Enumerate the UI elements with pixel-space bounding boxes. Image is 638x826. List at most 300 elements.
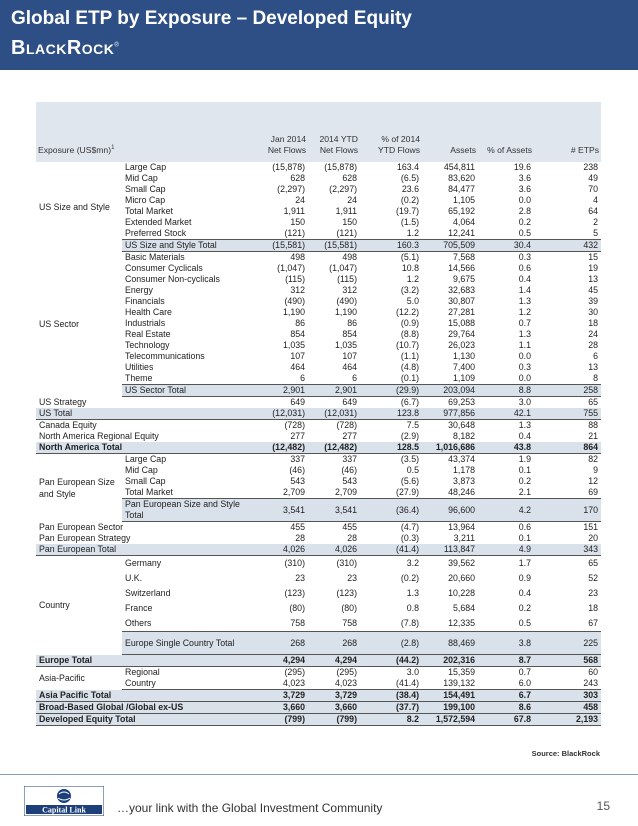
value-cell: 303 [534,690,601,702]
value-cell: 2,709 [335,487,358,497]
value-cell: 23 [295,573,306,583]
value-cell: (80) [289,603,306,613]
value-cell: 203,094 [422,385,478,397]
value-cell: 8.8 [478,385,534,397]
page-title: Global ETP by Exposure – Developed Equity [11,8,412,29]
value-cell: 28 [347,533,358,543]
row-label: Industrials [125,318,166,328]
value-cell: 543 [342,476,358,486]
value-cell: 3.2 [406,558,420,568]
value-cell: (728) [336,420,358,430]
value-cell: 15,088 [448,318,476,328]
value-cell: 9 [593,465,599,475]
value-cell: 6.0 [478,678,534,690]
value-cell: 65 [588,397,599,407]
exposure-table [36,102,601,726]
value-cell: 0.1 [518,465,532,475]
globe-icon [24,786,104,816]
value-cell: 4,064 [453,217,476,227]
value-cell: (310) [336,558,358,568]
value-cell: 139,132 [422,678,478,690]
table-row [36,420,601,432]
value-cell: 649 [290,397,306,407]
row-label: Financials [125,296,165,306]
value-cell: 1,035 [283,340,306,350]
value-cell: (80) [341,603,358,613]
row-label: Others [125,618,152,628]
row-label: Small Cap [125,184,166,194]
value-cell: 243 [534,678,601,690]
value-cell: 1.4 [518,285,532,295]
row-label: Pan European Total [36,544,256,556]
value-cell: 758 [290,618,306,628]
value-cell: 1.3 [406,588,420,598]
value-cell: (41.4) [360,678,422,690]
value-cell: 7,400 [453,362,476,372]
value-cell: 2,901 [308,385,360,397]
value-cell: 30,807 [448,296,476,306]
value-cell: 88 [588,420,599,430]
value-cell: 14,566 [448,263,476,273]
table-row [36,408,601,420]
value-cell: 19.6 [513,162,532,172]
row-label: Large Cap [125,454,167,464]
value-cell: (12,031) [256,408,308,420]
value-cell: 458 [534,702,601,714]
value-cell: 0.8 [406,603,420,613]
value-cell: 5 [593,228,599,238]
value-cell: 1.3 [518,420,532,430]
value-cell: 3.6 [518,173,532,183]
value-cell: 4,023 [308,678,360,690]
value-cell: 67 [588,618,599,628]
value-cell: 48,246 [448,487,476,497]
value-cell: (123) [336,588,358,598]
value-cell: 12 [588,476,599,486]
value-cell: 52 [588,573,599,583]
value-cell: (12.2) [396,307,420,317]
row-label: Basic Materials [125,252,185,262]
value-cell: 4,023 [256,678,308,690]
value-cell: (5.6) [400,476,420,486]
value-cell: 45 [588,285,599,295]
value-cell: (123) [284,588,306,598]
value-cell: 43,374 [448,454,476,464]
value-cell: 60 [588,667,599,677]
row-label: Mid Cap [125,465,158,475]
value-cell: 86 [295,318,306,328]
value-cell: 32,683 [448,285,476,295]
source-note: Source: BlackRock [531,749,600,758]
value-cell: (0.2) [400,195,420,205]
value-cell: (295) [284,667,306,677]
table-row [36,431,601,442]
value-cell: 24 [295,195,306,205]
value-cell: 10.8 [401,263,420,273]
row-label: Theme [125,373,153,383]
value-cell: (0.9) [400,318,420,328]
value-cell: 39,562 [448,558,476,568]
row-label: Total Market [125,206,173,216]
footer-divider [0,774,638,775]
value-cell: 19 [588,263,599,273]
value-cell: (1.5) [400,217,420,227]
value-cell: (2,297) [329,184,358,194]
value-cell: 151 [583,522,599,532]
value-cell: 312 [342,285,358,295]
value-cell: 26,023 [448,340,476,350]
value-cell: 4,026 [308,544,360,556]
value-cell: 628 [342,173,358,183]
value-cell: 1,911 [335,206,358,216]
value-cell: 7,568 [453,252,476,262]
value-cell: 0.5 [518,618,532,628]
col-pct-assets: % of Assets [487,145,533,155]
value-cell: 7.5 [406,420,420,430]
value-cell: (44.2) [360,655,422,667]
page-number: 15 [596,799,610,813]
value-cell: 39 [588,296,599,306]
value-cell: 2 [593,217,599,227]
value-cell: 163.4 [397,162,420,172]
table-row [36,454,601,466]
value-cell: (8.8) [400,329,420,339]
value-cell: 464 [290,362,306,372]
table-row [36,252,601,264]
value-cell: 0.4 [518,431,532,441]
row-label: Energy [125,285,153,295]
value-cell: (2.9) [400,431,420,441]
table-row [36,714,601,726]
value-cell: 27,281 [448,307,476,317]
value-cell: 854 [290,329,306,339]
value-cell: 2,193 [534,714,601,726]
value-cell: 4.9 [478,544,534,556]
value-cell: 0.5 [518,228,532,238]
table-row [36,442,601,454]
value-cell: 1,572,594 [422,714,478,726]
value-cell: 69 [588,487,599,497]
group-label: Asia-Pacific [39,673,85,684]
value-cell: 3,729 [256,690,308,702]
value-cell: (115) [285,274,306,284]
value-cell: 1.3 [518,296,532,306]
value-cell: (38.4) [360,690,422,702]
value-cell: (799) [256,714,308,726]
value-cell: 0.4 [518,274,532,284]
value-cell: 6.7 [478,690,534,702]
table-row [36,655,601,667]
value-cell: 854 [342,329,358,339]
value-cell: (15,581) [256,240,308,252]
value-cell: 755 [534,408,601,420]
value-cell: (1,047) [277,263,306,273]
value-cell: 9,675 [453,274,476,284]
table-body [36,162,601,726]
value-cell: 4,294 [308,655,360,667]
value-cell: 3,660 [308,702,360,714]
value-cell: 628 [290,173,306,183]
row-label: Large Cap [125,162,167,172]
value-cell: 170 [534,499,601,522]
value-cell: 28 [295,533,306,543]
value-cell: 1.2 [406,228,420,238]
table-row [36,690,601,702]
row-label: Regional [125,667,160,677]
value-cell: 2.8 [518,206,532,216]
group-label: Pan European Size and Style [39,476,115,499]
value-cell: (3.2) [400,285,420,295]
value-cell: 225 [534,632,601,655]
value-cell: 42.1 [478,408,534,420]
value-cell: (19.7) [396,206,420,216]
value-cell: (2,297) [277,184,306,194]
row-label: Country [122,678,256,690]
value-cell: 1.7 [518,558,532,568]
row-label: Micro Cap [125,195,166,205]
value-cell: (29.9) [360,385,422,397]
value-cell: 3.8 [478,632,534,655]
value-cell: (490) [336,296,358,306]
value-cell: 5,684 [453,603,476,613]
value-cell: 18 [588,318,599,328]
value-cell: (0.1) [400,373,420,383]
group-label: US Size and Style [39,201,110,212]
value-cell: 1.3 [518,329,532,339]
table-row [36,556,601,572]
value-cell: 0.6 [518,263,532,273]
value-cell: (1.1) [400,351,420,361]
value-cell: 1.2 [406,274,420,284]
row-label: France [125,603,153,613]
footer-tagline: …your link with the Global Investment Community [117,801,383,815]
value-cell: 1,911 [283,206,306,216]
capital-link-logo [24,786,104,816]
subtotal-label: US Size and Style Total [122,240,256,252]
value-cell: 0.2 [518,217,532,227]
table-row [36,522,601,534]
value-cell: (2.8) [360,632,422,655]
value-cell: 3,541 [308,499,360,522]
value-cell: 1.9 [518,454,532,464]
value-cell: 8.7 [478,655,534,667]
value-cell: 23 [347,573,358,583]
row-label: Preferred Stock [125,228,187,238]
value-cell: 160.3 [360,240,422,252]
value-cell: (295) [336,667,358,677]
value-cell: 67.8 [478,714,534,726]
value-cell: (6.7) [400,397,420,407]
value-cell: 43.8 [478,442,534,454]
value-cell: 113,847 [422,544,478,556]
row-label: US Total [36,408,256,420]
value-cell: (46) [289,465,306,475]
value-cell: (15,581) [308,240,360,252]
table-row [36,397,601,409]
value-cell: (15,878) [272,162,306,172]
value-cell: 29,764 [448,329,476,339]
value-cell: 3.6 [518,184,532,194]
value-cell: 498 [290,252,306,262]
value-cell: 1.2 [518,307,532,317]
value-cell: 12,241 [448,228,476,238]
value-cell: 454,811 [443,162,476,172]
value-cell: 96,600 [422,499,478,522]
table-row [36,702,601,714]
value-cell: (1,047) [329,263,358,273]
col-assets: Assets [450,145,477,155]
value-cell: 83,620 [448,173,476,183]
value-cell: 649 [342,397,358,407]
value-cell: 82 [588,454,599,464]
value-cell: (0.3) [400,533,420,543]
value-cell: (12,482) [256,442,308,454]
value-cell: 23 [588,588,599,598]
value-cell: (36.4) [360,499,422,522]
value-cell: 1,190 [283,307,306,317]
value-cell: (3.5) [400,454,420,464]
value-cell: 1,035 [335,340,358,350]
header-bar [0,0,638,70]
value-cell: 432 [534,240,601,252]
row-label: Consumer Non-cyclicals [125,274,220,284]
value-cell: (310) [284,558,306,568]
value-cell: 1.1 [518,340,532,350]
value-cell: 20 [588,533,599,543]
value-cell: (15,878) [324,162,358,172]
row-label: Small Cap [125,476,166,486]
value-cell: 0.7 [518,318,532,328]
value-cell: 8.2 [360,714,422,726]
value-cell: 30 [588,307,599,317]
value-cell: 0.1 [518,533,532,543]
table-row [36,544,601,556]
value-cell: 3.0 [518,397,532,407]
value-cell: (6.5) [400,173,420,183]
group-label: US Sector [39,319,80,329]
row-label: Real Estate [125,329,171,339]
value-cell: (121) [336,228,358,238]
value-cell: 13,964 [448,522,476,532]
value-cell: 1,130 [453,351,476,361]
value-cell: 3.0 [406,667,420,677]
value-cell: 337 [290,454,306,464]
value-cell: 13 [588,362,599,372]
value-cell: 1,190 [335,307,358,317]
row-label: Total Market [125,487,173,497]
value-cell: 107 [342,351,358,361]
value-cell: 705,509 [422,240,478,252]
value-cell: 238 [583,162,599,172]
value-cell: 312 [290,285,306,295]
value-cell: 1,105 [453,195,476,205]
value-cell: 70 [588,184,599,194]
value-cell: (10.7) [396,340,420,350]
value-cell: 128.5 [360,442,422,454]
value-cell: 455 [342,522,358,532]
value-cell: 8.6 [478,702,534,714]
row-label: Health Care [125,307,172,317]
value-cell: 49 [588,173,599,183]
value-cell: 4,294 [256,655,308,667]
value-cell: 65,192 [448,206,476,216]
value-cell: 199,100 [422,702,478,714]
table-row [36,533,601,544]
value-cell: 543 [290,476,306,486]
value-cell: 30.4 [478,240,534,252]
value-cell: (490) [284,296,306,306]
value-cell: 568 [534,655,601,667]
value-cell: 3,873 [453,476,476,486]
value-cell: 0.2 [518,476,532,486]
value-cell: 4.2 [478,499,534,522]
value-cell: (4.7) [400,522,420,532]
value-cell: 343 [534,544,601,556]
value-cell: 1,109 [453,373,476,383]
subtotal-label: Pan European Size and Style Total [122,499,256,522]
value-cell: 202,316 [422,655,478,667]
value-cell: 258 [534,385,601,397]
value-cell: 21 [588,431,599,441]
value-cell: 8,182 [453,431,476,441]
value-cell: 0.0 [518,351,532,361]
row-label: Consumer Cyclicals [125,263,203,273]
row-label: Switzerland [125,588,171,598]
value-cell: 464 [342,362,358,372]
value-cell: 6 [593,351,599,361]
value-cell: 0.5 [406,465,420,475]
row-label: U.K. [125,573,143,583]
value-cell: 28 [588,340,599,350]
value-cell: (12,482) [308,442,360,454]
row-label: Pan European Sector [39,522,124,532]
value-cell: (41.4) [360,544,422,556]
row-label: Mid Cap [125,173,158,183]
value-cell: (121) [284,228,306,238]
table-row [36,162,601,173]
value-cell: (12,031) [308,408,360,420]
value-cell: 498 [342,252,358,262]
value-cell: 2.1 [518,487,532,497]
row-label: Extended Market [125,217,192,227]
value-cell: 23.6 [401,184,420,194]
value-cell: 84,477 [448,184,476,194]
row-label: Telecommunications [125,351,205,361]
value-cell: 0.3 [518,252,532,262]
value-cell: 150 [290,217,306,227]
row-label: Canada Equity [39,420,97,430]
value-cell: 0.0 [518,195,532,205]
value-cell: 1,016,686 [422,442,478,454]
row-label: Germany [125,558,162,568]
value-cell: 0.9 [518,573,532,583]
value-cell: 20,660 [448,573,476,583]
row-label: Pan European Strategy [39,533,131,543]
value-cell: 2,901 [256,385,308,397]
value-cell: 24 [347,195,358,205]
value-cell: (799) [308,714,360,726]
row-label: Utilities [125,362,154,372]
table-row [36,667,601,679]
value-cell: 0.3 [518,362,532,372]
group-label: Country [39,600,70,611]
value-cell: 6 [300,373,306,383]
value-cell: (46) [341,465,358,475]
value-cell: 0.7 [518,667,532,677]
value-cell: (37.7) [360,702,422,714]
value-cell: 88,469 [422,632,478,655]
value-cell: 8 [593,373,599,383]
